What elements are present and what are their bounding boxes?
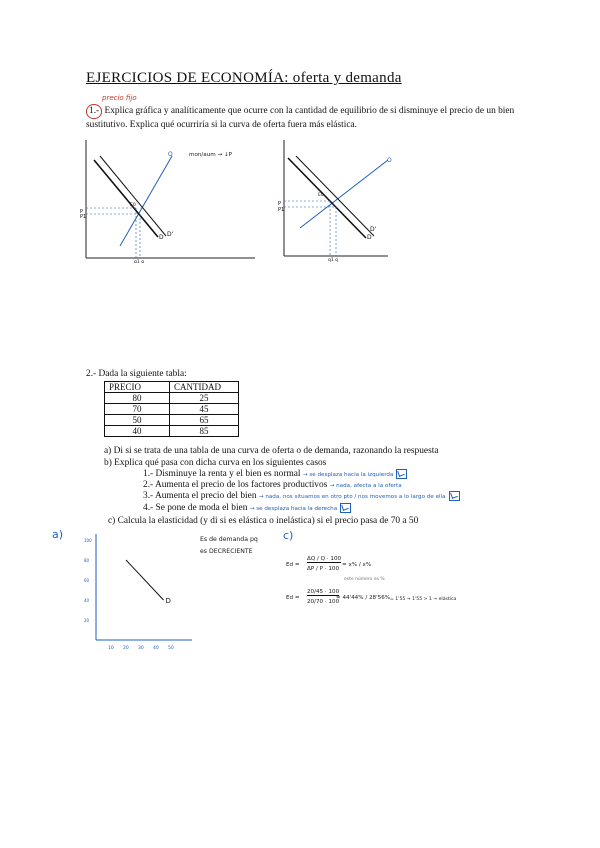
y-tick-label: 20 <box>84 618 90 623</box>
case-2-note: → nada, afecta a la oferta <box>329 483 402 489</box>
table-cell-quantity: 25 <box>170 393 239 404</box>
question-1-number: 1.- <box>86 104 102 119</box>
formula-1-numerator: ΔQ / Q · 100 <box>307 556 342 562</box>
case-3 <box>143 491 460 501</box>
demand-line-series <box>126 560 164 600</box>
x-tick-label: 10 <box>108 646 114 651</box>
graph-1-label-e0: E0 <box>130 203 136 208</box>
graph-2 <box>278 138 398 263</box>
formula-2-result: = 1'55 → 1'55 > 1 → elástica <box>390 597 457 602</box>
checkmark-icon <box>449 491 460 501</box>
table-cell-quantity: 45 <box>170 404 239 415</box>
formula-note: este número es % <box>344 577 385 582</box>
graph-1-label-q: q1 q <box>134 260 145 263</box>
graph-2-demand-shifted <box>296 156 374 236</box>
question-2b: b) Explica qué pasa con dicha curva en los siguientes casos <box>104 458 327 468</box>
formula-2-denominator: 20/70 · 100 <box>307 599 340 605</box>
table-header-row <box>105 382 239 393</box>
graph-2-label-q: q1 q <box>328 258 339 263</box>
graph-1-label-p1: P1 <box>80 214 87 220</box>
formula-1-rhs: = x% / x% <box>342 562 372 568</box>
case-2-text: 2.- Aumenta el precio de los factores productivos <box>143 480 328 490</box>
graph-1-note: mon/aum → ↓P <box>189 152 233 158</box>
answer-a-note-2: es DECRECIENTE <box>200 548 253 555</box>
case-4 <box>143 503 351 513</box>
table-cell-price: 80 <box>105 393 170 404</box>
case-4-text: 4.- Se pone de moda el bien <box>143 503 248 514</box>
y-tick-label: 40 <box>84 598 90 603</box>
formula-1-denominator: ΔP / P · 100 <box>307 566 340 572</box>
question-1-text: Explica gráfica y analíticamente que ocurre con la cantidad de equilibrio de si disminuye el precio de un bien sustitutivo. Explica qué ocurriría si la curva de oferta fuera más elástica. <box>86 106 515 130</box>
graph-1 <box>80 138 260 263</box>
table-cell-quantity: 65 <box>170 415 239 426</box>
table-cell-price: 50 <box>105 415 170 426</box>
formula-2-mid: = 44'44% / 28'56% <box>336 595 391 601</box>
price-quantity-table <box>104 381 239 437</box>
graph-2-demand-curve <box>288 158 366 238</box>
graph-2-label-p1: P1 <box>278 207 285 213</box>
checkmark-icon <box>396 469 407 479</box>
case-1-text: 1.- Disminuye la renta y el bien es normal <box>143 469 301 480</box>
question-2-intro: 2.- Dada la siguiente tabla: <box>86 369 187 379</box>
graph-2-label-p: P <box>278 201 282 207</box>
answer-a-label: a) <box>52 528 64 541</box>
page-title: EJERCICIOS DE ECONOMÍA: oferta y demanda <box>86 70 402 86</box>
formula-1-lhs: Ed = <box>286 562 300 568</box>
question-2a: a) Di si se trata de una tabla de una curva de oferta o de demanda, razonando la respuesta <box>104 446 439 456</box>
case-2 <box>143 480 402 490</box>
graph-1-demand-curve <box>94 160 158 237</box>
graph-2-label-o: O <box>387 157 392 164</box>
x-tick-label: 20 <box>123 646 129 651</box>
question-2c: c) Calcula la elasticidad (y di si es elástica o inelástica) si el precio pasa de 70 a 50 <box>108 516 419 526</box>
annotation-precio-fijo: precio fijo <box>102 94 137 102</box>
case-1-note: → se desplaza hacia la izquierda <box>302 472 394 479</box>
case-1 <box>143 469 407 479</box>
y-tick-label: 100 <box>84 538 92 543</box>
table-cell-quantity: 85 <box>170 426 239 437</box>
case-3-note: → nada, nos situamos en otro pto / nos movemos a lo largo de ella <box>258 494 446 501</box>
case-4-note: → se desplaza hacia la derecha <box>249 506 338 513</box>
table-row <box>105 415 239 426</box>
formula-2-lhs: Ed = <box>286 595 300 601</box>
x-tick-label: 30 <box>138 646 144 651</box>
table-row <box>105 404 239 415</box>
table-header-price: PRECIO <box>105 382 170 393</box>
table-cell-price: 70 <box>105 404 170 415</box>
graph-2-label-dprime: D' <box>370 226 377 233</box>
demand-label: D <box>165 597 171 605</box>
graph-1-label-o: O <box>168 151 173 158</box>
graph-1-label-d: D <box>159 234 164 241</box>
graph-2-label-e0: E0 <box>318 193 324 198</box>
formula-2-numerator: 20/45 · 100 <box>307 589 340 595</box>
graph-2-supply-curve <box>300 160 388 228</box>
question-1 <box>86 104 518 131</box>
table-cell-price: 40 <box>105 426 170 437</box>
answer-a-note-1: Es de demanda pq <box>200 536 258 543</box>
y-tick-label: 80 <box>84 558 90 563</box>
table-header-quantity: CANTIDAD <box>170 382 239 393</box>
y-tick-label: 60 <box>84 578 90 583</box>
table-row <box>105 393 239 404</box>
table-row <box>105 426 239 437</box>
checkmark-icon <box>340 503 351 513</box>
answer-c-label: c) <box>283 529 294 542</box>
demand-chart <box>82 530 202 660</box>
x-tick-label: 40 <box>153 646 159 651</box>
graph-1-label-dprime: D' <box>167 231 174 238</box>
graph-2-label-d: D <box>367 234 372 241</box>
graph-1-label-p: P <box>80 209 84 215</box>
x-tick-label: 50 <box>168 646 174 651</box>
case-3-text: 3.- Aumenta el precio del bien <box>143 491 257 502</box>
